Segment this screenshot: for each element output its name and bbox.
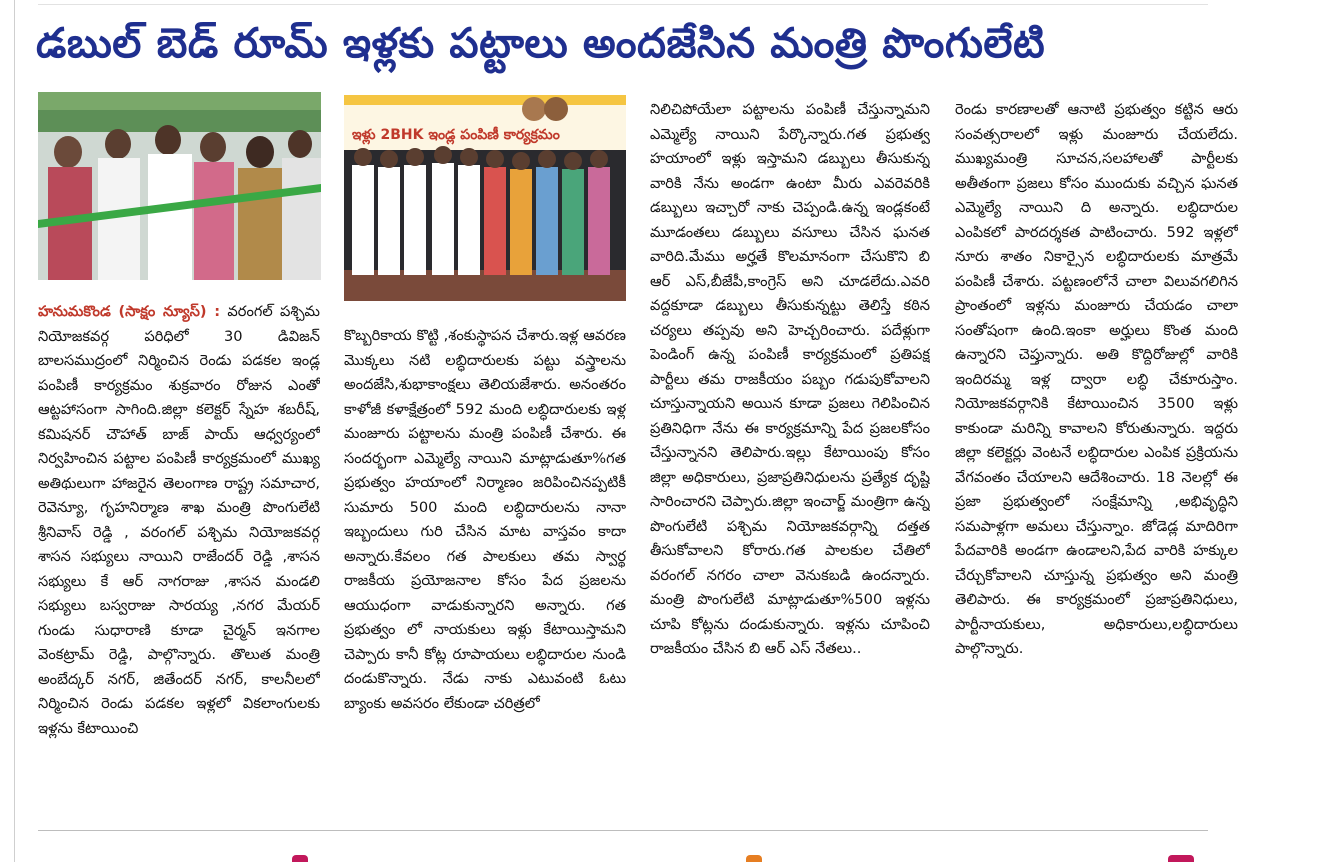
column-4-text: రెండు కారణాలతో ఆనాటి ప్రభుత్వం కట్టిన ఆరు సంవత్సరాలలో ఇళ్లు మంజూరు చేయలేదు. ముఖ్యమంత్రి సూచన,సలహాలతో పార్టీలకు అతీతంగా ప్రజలు కోసం ముందుకు వచ్చిన ఘనత ఎమ్మెల్యే నాయిని ది అన్నారు. లబ్ధిదారుల ఎంపికలో పారదర్శకత పాటించారు. 592 ఇళ్లలో నూరు శాతం నికార్సైన లబ్ధిదారులకు మాత్రమే పంపిణీ చేశారు. పట్టణంలోనే చాలా విలువగలిగిన ప్రాంతంలో ఇళ్లను మంజూరు చేయడం చాలా సంతోషంగా ఉంది.ఇంకా అర్హులు కొంత మంది ఉన్నారని చెప్తున్నారు. అతి కొద్దిరోజుల్లో వారికి ఇందిరమ్మ ఇళ్ల ద్వారా లబ్ధి చేకూరుస్తాం. నియోజకవర్గానికి కేటాయించిన 3500 ఇళ్లు కాకుండా మరిన్ని కావాలని కోరుతున్నారు. ఇద్దరు జిల్లా కలెక్టర్లు వెంటనే లబ్ధిదారుల ఎంపిక ప్రక్రియను వేగవంతం చేయాలని ఆదేశించారు. 18 నెలల్లో ఈ ప్రజా ప్రభుత్వంలో సంక్షేమాన్ని ,అభివృద్ధిని సమపాళ్లగా అమలు చేస్తున్నాం. జోడెడ్ల మాదిరిగా పేదవారికి అండగా ఉండాలని,పేద వారికి హక్కుల చేర్చుకోవాలని చూస్తున్న ప్రభుత్వం అని మంత్రి తెలిపారు. ఈ కార్యక్రమంలో ప్రజాప్రతినిధులు, పార్టీనాయకులు, అధికారులు,లబ్ధిదారులు పాల్గొన్నారు.: [955, 101, 1238, 657]
column-2-text: కొబ్బరికాయ కొట్టి ,శంకుస్థాపన చేశారు.ఇళ్ల ఆవరణ మొక్కలు నటి లబ్ధిదారులకు పట్టు వస్త్రాలను అందజేసి,శుభాకాంక్షలు తెలియజేశారు. అనంతరం కాళోజీ కళాక్షేత్రంలో 592 మంది లబ్ధిదారులకు ఇళ్ల మంజూరు పట్టాలను మంత్రి పంపిణీ చేశారు. ఈ సందర్భంగా ఎమ్మెల్యే నాయిని మాట్లాడుతూ%గత ప్రభుత్వం హయాంలో నిర్మాణం జరిపించినప్పటికీ సుమారు 500 మంది లబ్ధిదారులను నానా ఇబ్బందులు గురి చేసిన మాట వాస్తవం కాదా అన్నారు.కేవలం గత పాలకులు తమ స్వార్థ రాజకీయ ప్రయోజనాల కోసం పేద ప్రజలను ఆయుధంగా వాడుకున్నారని అన్నారు. గత ప్రభుత్వం లో నాయకులు ఇళ్లు కేటాయిస్తామని చెప్పారు కానీ కోట్ల రూపాయలు లబ్ధిదారుల నుండి దండుకొన్నారు. నేడు నాకు ఎటువంటి ఓటు బ్యాంకు అవసరం లేకుండా చరిత్రలో: [344, 327, 626, 712]
article-column-3: [650, 98, 930, 806]
dateline: హనుమకొండ (సాక్షం న్యూస్) :: [38, 303, 221, 320]
next-article-fragment: [746, 855, 762, 862]
next-article-fragment: [292, 855, 308, 862]
article-column-4: [955, 98, 1238, 806]
column-1-text: వరంగల్ పశ్చిమ నియోజకవర్గ పరిధిలో 30 డివిజన్ బాలసముద్రంలో నిర్మించిన రెండు పడకల ఇండ్ల పంపిణీ కార్యక్రమం శుక్రవారం రోజున ఎంతో ఆట్టహాసంగా సాగింది.జిల్లా కలెక్టర్ స్నేహ శబరీష్, కమిషనర్ చౌహాత్ బాజ్ పాయ్ ఆధ్వర్యంలో నిర్వహించిన పట్టాల పంపిణీ కార్యక్రమంలో ముఖ్య అతిథులుగా హాజరైన తెలంగాణ రాష్ట్ర సమాచార, రెవెన్యూ, గృహనిర్మాణ శాఖ మంత్రి పొంగులేటి శ్రీనివాస్ రెడ్డి , వరంగల్ పశ్చిమ నియోజకవర్గ శాసన సభ్యులు నాయిని రాజేందర్ రెడ్డి ,శాసన సభ్యులు కే ఆర్ నాగరాజు ,శాసన మండలి సభ్యులు బస్వరాజు సారయ్య ,నగర మేయర్ గుండు సుధారాణి కూడా చైర్మన్ ఇనగాల వెంకట్రామ్ రెడ్డి, పాల్గొన్నారు. తొలుత మంత్రి అంబేద్కర్ నగర్, జితేందర్ నగర్, కాలనీలలో నిర్మించిన రెండు పడకల ఇళ్లలో వికలాంగులకు ఇళ్లను కేటాయించి: [38, 303, 320, 737]
column-3-text: నిలిచిపోయేలా పట్టాలను పంపిణీ చేస్తున్నామని ఎమ్మెల్యే నాయిని పేర్కొన్నారు.గత ప్రభుత్వ హయాంలో ఇళ్లు ఇస్తామని డబ్బులు తీసుకున్న వారికి నేను అండగా ఉంటా మీరు ఎవరెవరికి డబ్బులు ఇచ్చారో నాకు చెప్పండి.ఉన్న ఇండ్లకంటే మూడంతలు డబ్బులు వసూలు చేసిన ఘనత వారిది.మేము అర్హతే కొలమానంగా చేసుకొని బి ఆర్ ఎస్,బీజేపీ,కాంగ్రెస్ అని చూడలేదు.ఎవరి వద్దకూడా డబ్బులు తీసుకున్నట్టు తెలిస్తే కఠిన చర్యలు తప్పవు అని హెచ్చరించారు. పదేళ్లుగా పెండింగ్ ఉన్న పంపిణీ కార్యక్రమంలో ప్రతిపక్ష పార్టీలు తమ రాజకీయం పబ్బం గడుపుకోవాలని చూస్తున్నాయని అయిన కూడా ప్రజలు గెలిపించిన ప్రతినిధిగా నేను ఈ కార్యక్రమాన్ని పేద ప్రజలకోసం చేస్తున్నానని తెలిపారు.ఇల్లు కేటాయింపు కోసం జిల్లా అధికారులు, ప్రజాప్రతినిధులను ప్రత్యేక దృష్టి సారించారని చెప్పారు.జిల్లా ఇంచార్జ్ మంత్రిగా ఉన్న పొంగులేటి పశ్చిమ నియోజకవర్గాన్ని దత్తత తీసుకోవాలని కోరారు.గత పాలకుల చేతిలో వరంగల్ నగరం చాలా వెనుకబడి ఉందన్నారు. మంత్రి పొంగులేటి మాట్లాడుతూ%500 ఇళ్లను చూపి కోట్లను దండుకున్నారు. ఇళ్లను చూపించి రాజకీయం చేసిన బి ఆర్ ఎస్ నేతలు..: [650, 101, 930, 657]
next-article-fragment: [1168, 855, 1194, 862]
headline: డబుల్ బెడ్ రూమ్ ఇళ్లకు పట్టాలు అందజేసిన మంత్రి పొంగులేటి: [36, 19, 1046, 67]
ribbon-cutting-photo: [38, 92, 321, 280]
bottom-rule: [38, 830, 1208, 831]
article-column-1: [38, 300, 320, 805]
stage-banner-text: ఇళ్లు 2BHK ఇండ్ల పంపిణీ కార్యక్రమం: [352, 127, 560, 143]
top-rule: [38, 4, 1208, 5]
article-column-2: [344, 324, 626, 804]
stage-event-photo: [344, 95, 626, 301]
page-margin-line: [14, 0, 15, 862]
